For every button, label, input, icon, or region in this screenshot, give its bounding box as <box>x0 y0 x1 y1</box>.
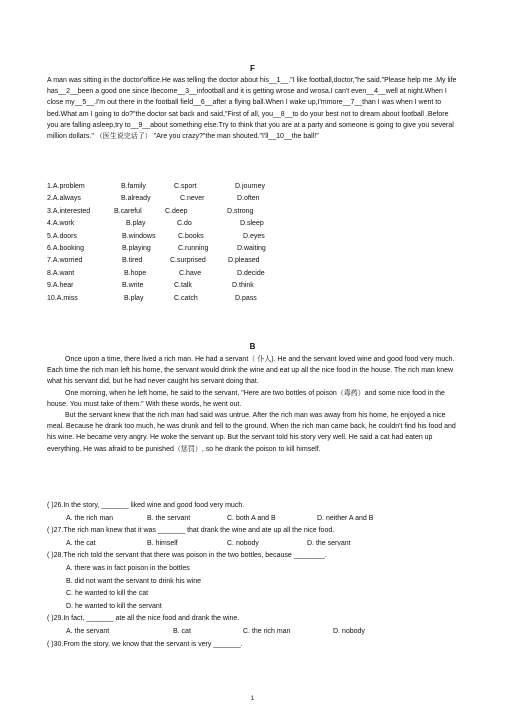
section-b-paragraph-3: But the servant knew that the rich man had said was untrue. After the rich man was away from his home, he enjoyed a nice meal. Because he drank too much, he was drunk and fell to the ground. When the rich man came back, he couldn't find his food and his wine. He became very angry. He woke the servant up. But the servant told his story very well. He said a cat had eaten up everything. He was afraid to be punished（惩罚）, so he drank the poison to kill himself. <box>47 412 456 453</box>
option: B.play <box>126 220 146 228</box>
section-b-questions <box>47 500 477 651</box>
question-stem: ( )28.The rich told the servant that there was poison in the two bottles, because ________. <box>47 552 327 560</box>
section-f-options <box>47 181 467 305</box>
option: C. he wanted to kill the cat <box>66 590 149 598</box>
question-29-options <box>47 626 477 639</box>
option-row-10 <box>47 293 467 305</box>
option-row-1 <box>47 181 467 193</box>
option: 1.A.problem <box>47 183 85 190</box>
section-f-paragraph: A man was sitting in the doctor'office.He was telling the doctor about his__1__."I like football,doctor,"he said."Please help me .My life has__2__been a good one since Ibecome__3__infootball and it is getting wrose and wrosa.I can't even__4__well at night.When I close my__5__.I'm out there in the football field__6__after a flying ball.When I wake up,I'mmore__7__than I was when I went to bed.What am I going to do?"the doctor sat back and said,"First of all, you__8__to do your best not to dream about football .Before you are falling asleep,try to__9__about something else.Try to think that you are at a party and someone is going to give you several million dollars." （医生说完话了） "Are you crazy?"the man shouted."I'll__10__the ball!" <box>47 77 457 141</box>
section-b-paragraph-1: Once upon a time, there lived a rich man. He had a servant（ 仆人). He and the servant loved wine and good food very much. Each time the rich man left his home, the servant would drink the wine and eat up all the nice food in the house. The rich man knew what his servant did, but he had never caught his servant doing that. <box>47 356 455 386</box>
option: C.never <box>180 195 205 203</box>
option: B.write <box>122 282 144 290</box>
option: 10.A.miss <box>47 294 78 302</box>
option: D. the servant <box>307 539 351 547</box>
option: 8.A.want <box>47 269 75 277</box>
option-row-4 <box>47 218 467 230</box>
option-row-3 <box>47 206 467 218</box>
option: D. he wanted to kill the servant <box>66 602 162 610</box>
option: D.often <box>237 195 260 203</box>
option: A. there was in fact poison in the bottles <box>66 564 190 572</box>
question-stem: ( )26.In the story, _______ liked wine and good food very much. <box>47 502 245 509</box>
option: D.think <box>232 282 254 290</box>
section-b-title: B <box>249 342 256 351</box>
option: B.already <box>121 195 151 203</box>
question-30 <box>47 639 477 652</box>
question-27 <box>47 525 477 538</box>
option: 4.A.work <box>47 220 75 228</box>
option: D.decide <box>237 269 265 277</box>
option: 6.A.booking <box>47 244 84 252</box>
option: D. neither A and B <box>317 514 374 522</box>
option: C.catch <box>174 294 198 302</box>
option-row-8 <box>47 268 467 280</box>
option: C.running <box>178 244 209 252</box>
option: C. both A and B <box>227 514 276 522</box>
page-number: 1 <box>250 696 255 702</box>
question-stem: ( )27.The rich man knew that it was _______ that drank the wine and ate up all the nice food. <box>47 527 335 535</box>
option: A. the servant <box>66 627 110 635</box>
option: C.deep <box>165 207 188 215</box>
option: A. the cat <box>66 539 96 547</box>
option: B. the servant <box>147 514 191 522</box>
option: B.windows <box>122 232 156 240</box>
option: D.journey <box>235 183 265 190</box>
option: A. the rich man <box>66 514 114 522</box>
option-row-9 <box>47 280 467 292</box>
question-28-option-d <box>47 601 477 614</box>
option: C. nobody <box>227 539 259 547</box>
question-28-option-a <box>47 563 477 576</box>
option-row-7 <box>47 255 467 267</box>
section-b-passage <box>47 354 459 455</box>
option: C.have <box>179 269 202 277</box>
option: C.talk <box>174 282 192 290</box>
question-29 <box>47 613 477 626</box>
option: D.eyes <box>243 232 265 240</box>
question-26 <box>47 500 477 513</box>
option: B. cat <box>173 627 191 635</box>
section-f-title: F <box>250 64 255 73</box>
option: D.pass <box>235 294 257 302</box>
option-row-6 <box>47 243 467 255</box>
option: D.strong <box>227 207 254 215</box>
option: 7.A.worried <box>47 257 83 265</box>
option-row-5 <box>47 231 467 243</box>
option: D.pleased <box>228 257 260 265</box>
option: B.hope <box>124 269 147 277</box>
section-f-passage <box>47 75 459 142</box>
question-28-option-c <box>47 588 477 601</box>
question-28 <box>47 550 477 563</box>
question-27-options <box>47 538 477 551</box>
option: 9.A.hear <box>47 282 74 290</box>
option: C.do <box>177 220 192 228</box>
question-26-options <box>47 513 477 526</box>
option: D.waiting <box>237 244 266 252</box>
option: B.family <box>121 183 146 190</box>
option: D. nobody <box>333 627 365 635</box>
option: B.careful <box>114 207 142 215</box>
question-stem: ( )30.From the story, we know that the servant is very _______. <box>47 640 243 648</box>
option: C. the rich man <box>243 627 291 635</box>
option: C.surprised <box>170 257 206 265</box>
option: B.tired <box>122 257 143 265</box>
option: D.sleep <box>240 220 264 228</box>
question-28-option-b <box>47 576 477 589</box>
option: B.playing <box>122 244 151 252</box>
option: C.books <box>178 232 204 240</box>
option: C.sport <box>174 183 197 190</box>
option: 5.A.doors <box>47 232 77 240</box>
option: B.play <box>124 294 144 302</box>
option-row-2 <box>47 193 467 205</box>
option: B. himself <box>147 539 178 547</box>
option: B. did not want the servant to drink his wine <box>66 577 202 585</box>
option: 2.A.always <box>47 195 81 203</box>
option: 3.A.interested <box>47 207 91 215</box>
section-b-paragraph-2: One morning, when he left home, he said to the servant, "Here are two bottles of poison（毒药）and some nice food in the house. You must take of them." With these words, he went out. <box>47 389 445 408</box>
question-stem: ( )29.In fact, _______ ate all the nice food and drank the wine. <box>47 615 240 623</box>
